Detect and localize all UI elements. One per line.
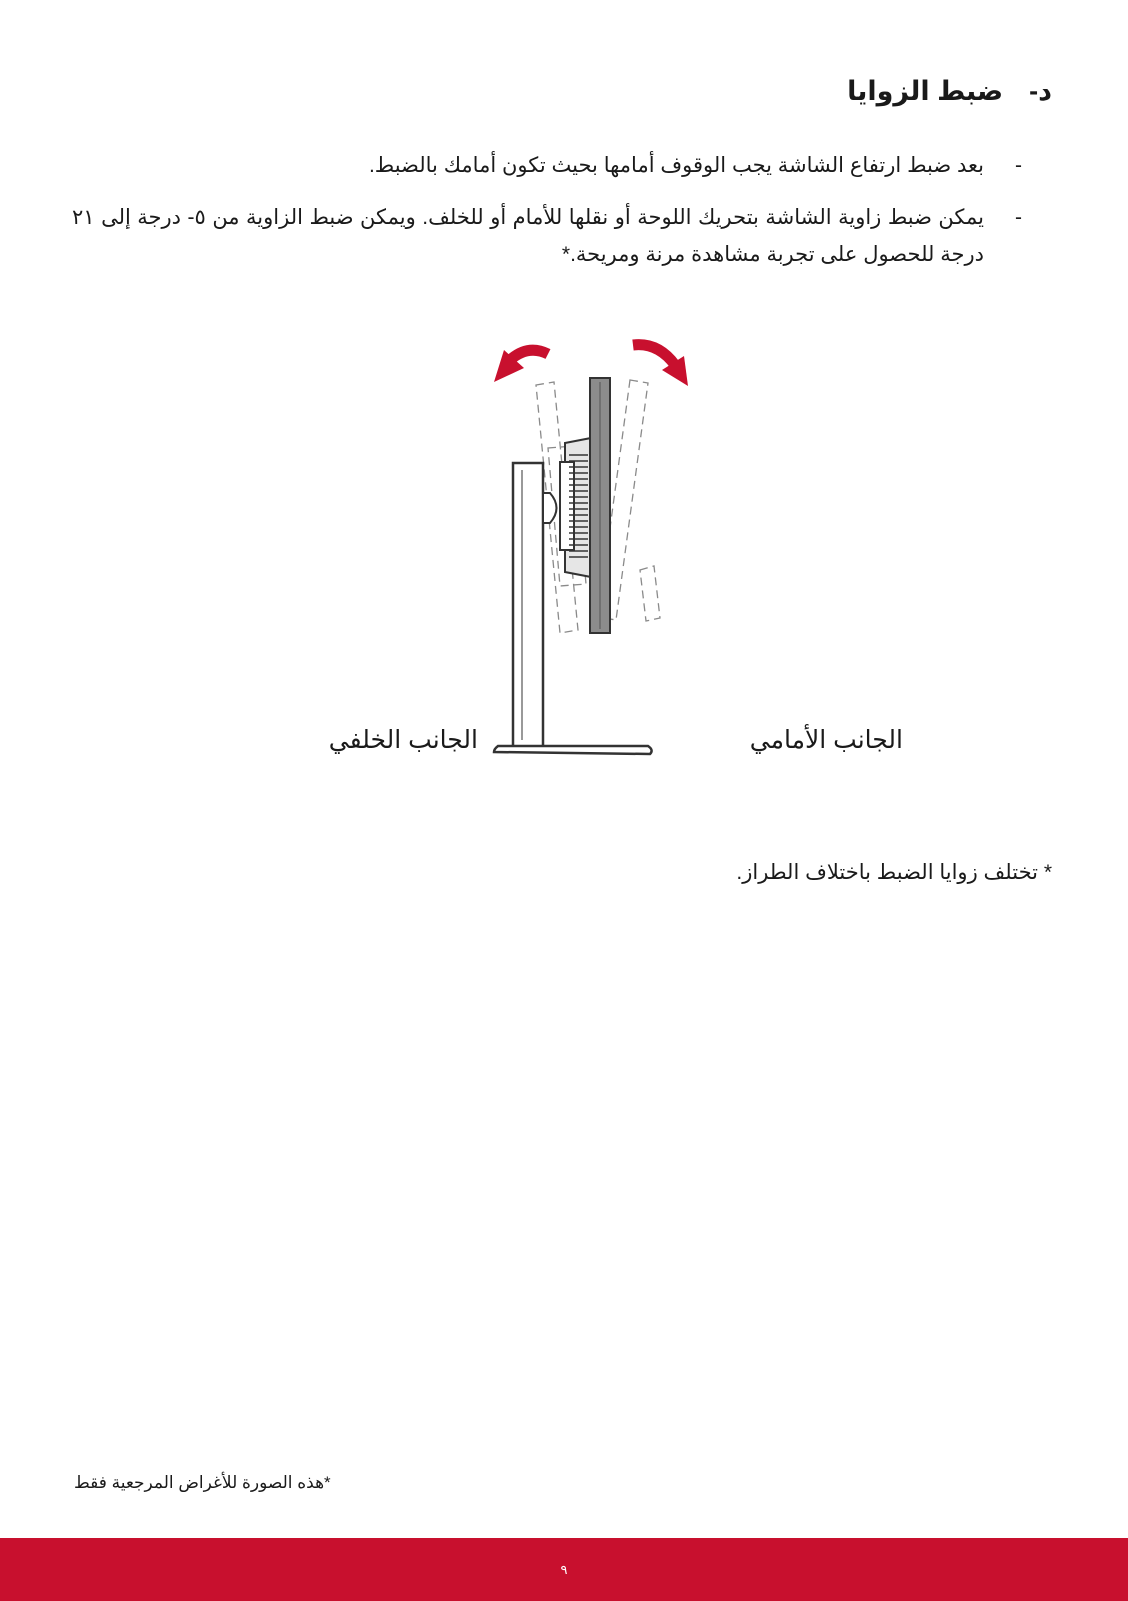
bullet-text: بعد ضبط ارتفاع الشاشة يجب الوقوف أمامها بحيث تكون أمامك بالضبط.: [368, 154, 984, 177]
model-variation-note: * تختلف زوايا الضبط باختلاف الطراز.: [736, 861, 1052, 884]
front-side-label: الجانب الأمامي: [749, 726, 903, 754]
bullet-dash: -: [1015, 154, 1022, 177]
page-number: ٩: [560, 1561, 568, 1577]
stand-base: [494, 746, 652, 754]
section-heading: [847, 76, 1052, 107]
tilt-forward-arrow-icon: [633, 345, 688, 386]
tilt-back-arrow-icon: [494, 350, 548, 382]
bullet-dash: -: [1015, 206, 1022, 229]
monitor-panel: [590, 378, 610, 633]
bullet-item-height: [72, 147, 1022, 184]
tilt-illustration: [470, 330, 730, 780]
monitor-stand-figure: [470, 330, 730, 780]
section-title: ضبط الزوايا: [847, 76, 1004, 106]
bullet-text: يمكن ضبط زاوية الشاشة بتحريك اللوحة أو نقلها للأمام أو للخلف. ويمكن ضبط الزاوية من ٥- درجة إلى ٢١ درجة للحصول على تجربة مشاهدة مرنة ومريحة.*: [72, 206, 984, 266]
hinge-joint: [543, 493, 557, 523]
page-footer: [0, 1538, 1128, 1601]
monitor-back-housing: [560, 438, 591, 577]
reference-disclaimer: *هذه الصورة للأغراض المرجعية فقط: [74, 1473, 331, 1492]
stand-column: [513, 463, 543, 748]
section-label: د-: [1029, 76, 1052, 106]
bullet-item-angle: [72, 199, 1022, 273]
back-side-label: الجانب الخلفي: [328, 726, 478, 754]
